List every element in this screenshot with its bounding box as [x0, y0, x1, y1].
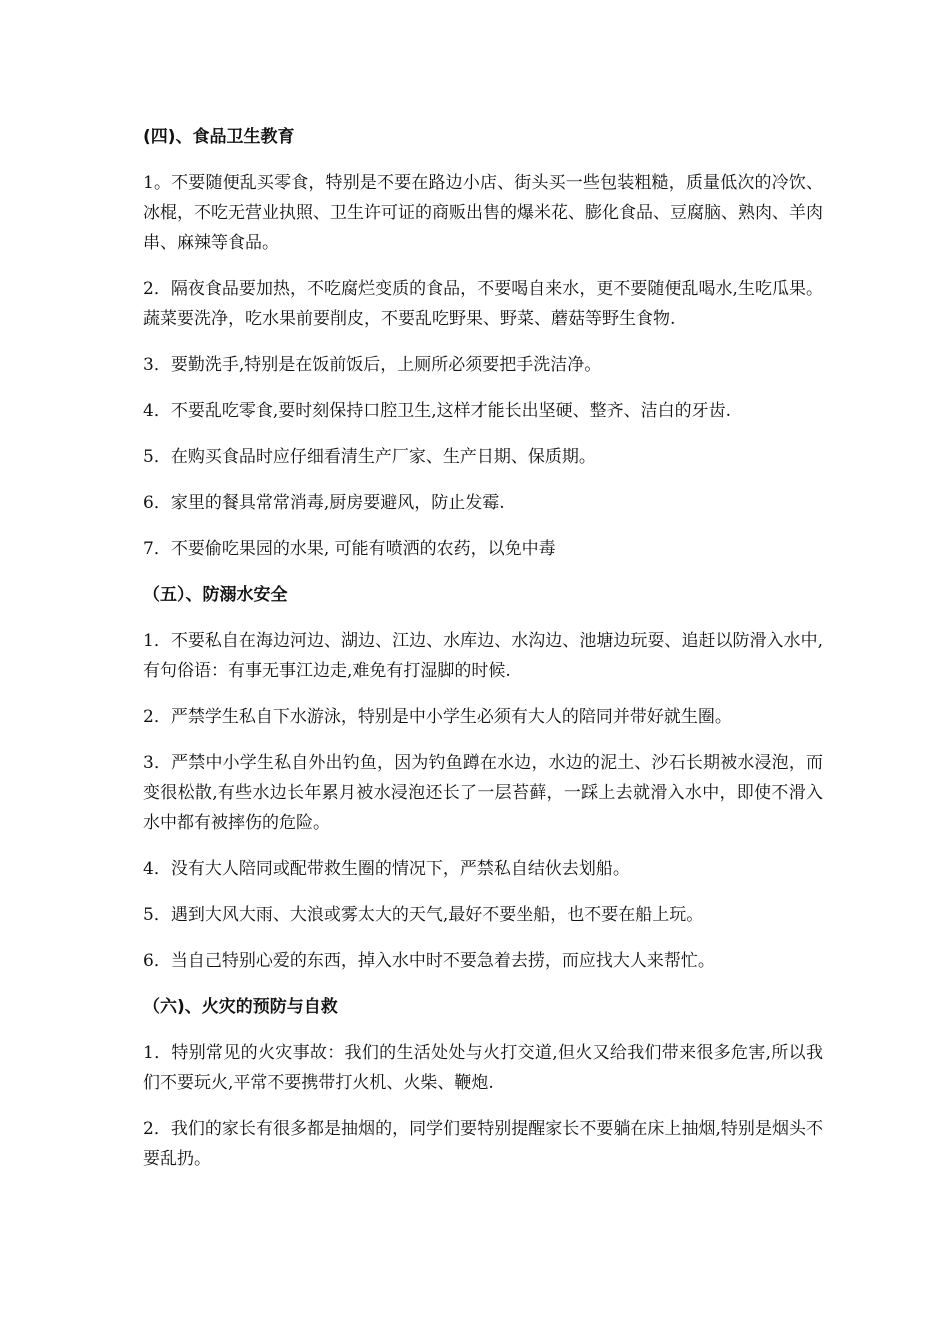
list-item: 7．不要偷吃果园的水果, 可能有喷洒的农药，以免中毒	[143, 539, 556, 559]
list-item: 1．特别常见的火灾事故：我们的生活处处与火打交道,但火又给我们带来很多危害,所以我们不要玩火,平常不要携带打火机、火柴、鞭炮.	[143, 1043, 823, 1093]
section-heading: (四)、食品卫生教育	[143, 127, 295, 147]
section-food-hygiene	[143, 122, 823, 564]
document-page	[143, 122, 823, 1190]
section-heading: （六)、火灾的预防与自救	[143, 997, 338, 1017]
list-item: 6．当自己特别心爱的东西，掉入水中时不要急着去捞，而应找大人来帮忙。	[143, 951, 715, 971]
list-item: 1．不要私自在海边河边、湖边、江边、水库边、水沟边、池塘边玩耍、追赶以防滑入水中,有句俗语：有事无事江边走,难免有打湿脚的时候.	[143, 631, 823, 681]
list-item: 3．严禁中小学生私自外出钓鱼，因为钓鱼蹲在水边，水边的泥土、沙石长期被水浸泡，而变很松散,有些水边长年累月被水浸泡还长了一层苔藓，一踩上去就滑入水中，即使不滑入水中都有被摔伤的危险。	[143, 753, 823, 833]
list-item: 6．家里的餐具常常消毒,厨房要避风，防止发霉.	[143, 493, 505, 513]
list-item: 5．遇到大风大雨、大浪或雾太大的天气,最好不要坐船，也不要在船上玩。	[143, 905, 704, 925]
list-item: 2．严禁学生私自下水游泳，特别是中小学生必须有大人的陪同并带好就生圈。	[143, 707, 732, 727]
list-item: 4．没有大人陪同或配带救生圈的情况下，严禁私自结伙去划船。	[143, 859, 630, 879]
section-heading: （五）、防溺水安全	[143, 585, 288, 605]
section-fire-safety	[143, 992, 823, 1174]
list-item: 2．隔夜食品要加热，不吃腐烂变质的食品，不要喝自来水，更不要随便乱喝水,生吃瓜果。蔬菜要洗净，吃水果前要削皮，不要乱吃野果、野菜、蘑菇等野生食物.	[143, 279, 823, 329]
list-item: 1。不要随便乱买零食，特别是不要在路边小店、街头买一些包装粗糙，质量低次的冷饮、冰棍，不吃无营业执照、卫生许可证的商贩出售的爆米花、膨化食品、豆腐脑、熟肉、羊肉串、麻辣等食品。	[143, 173, 823, 253]
list-item: 4．不要乱吃零食,要时刻保持口腔卫生,这样才能长出坚硬、整齐、洁白的牙齿.	[143, 401, 732, 421]
list-item: 5．在购买食品时应仔细看清生产厂家、生产日期、保质期。	[143, 447, 596, 467]
list-item: 3．要勤洗手,特别是在饭前饭后，上厕所必须要把手洗洁净。	[143, 355, 602, 375]
list-item: 2．我们的家长有很多都是抽烟的，同学们要特别提醒家长不要躺在床上抽烟,特别是烟头不要乱扔。	[143, 1119, 823, 1169]
section-drowning-prevention	[143, 580, 823, 976]
